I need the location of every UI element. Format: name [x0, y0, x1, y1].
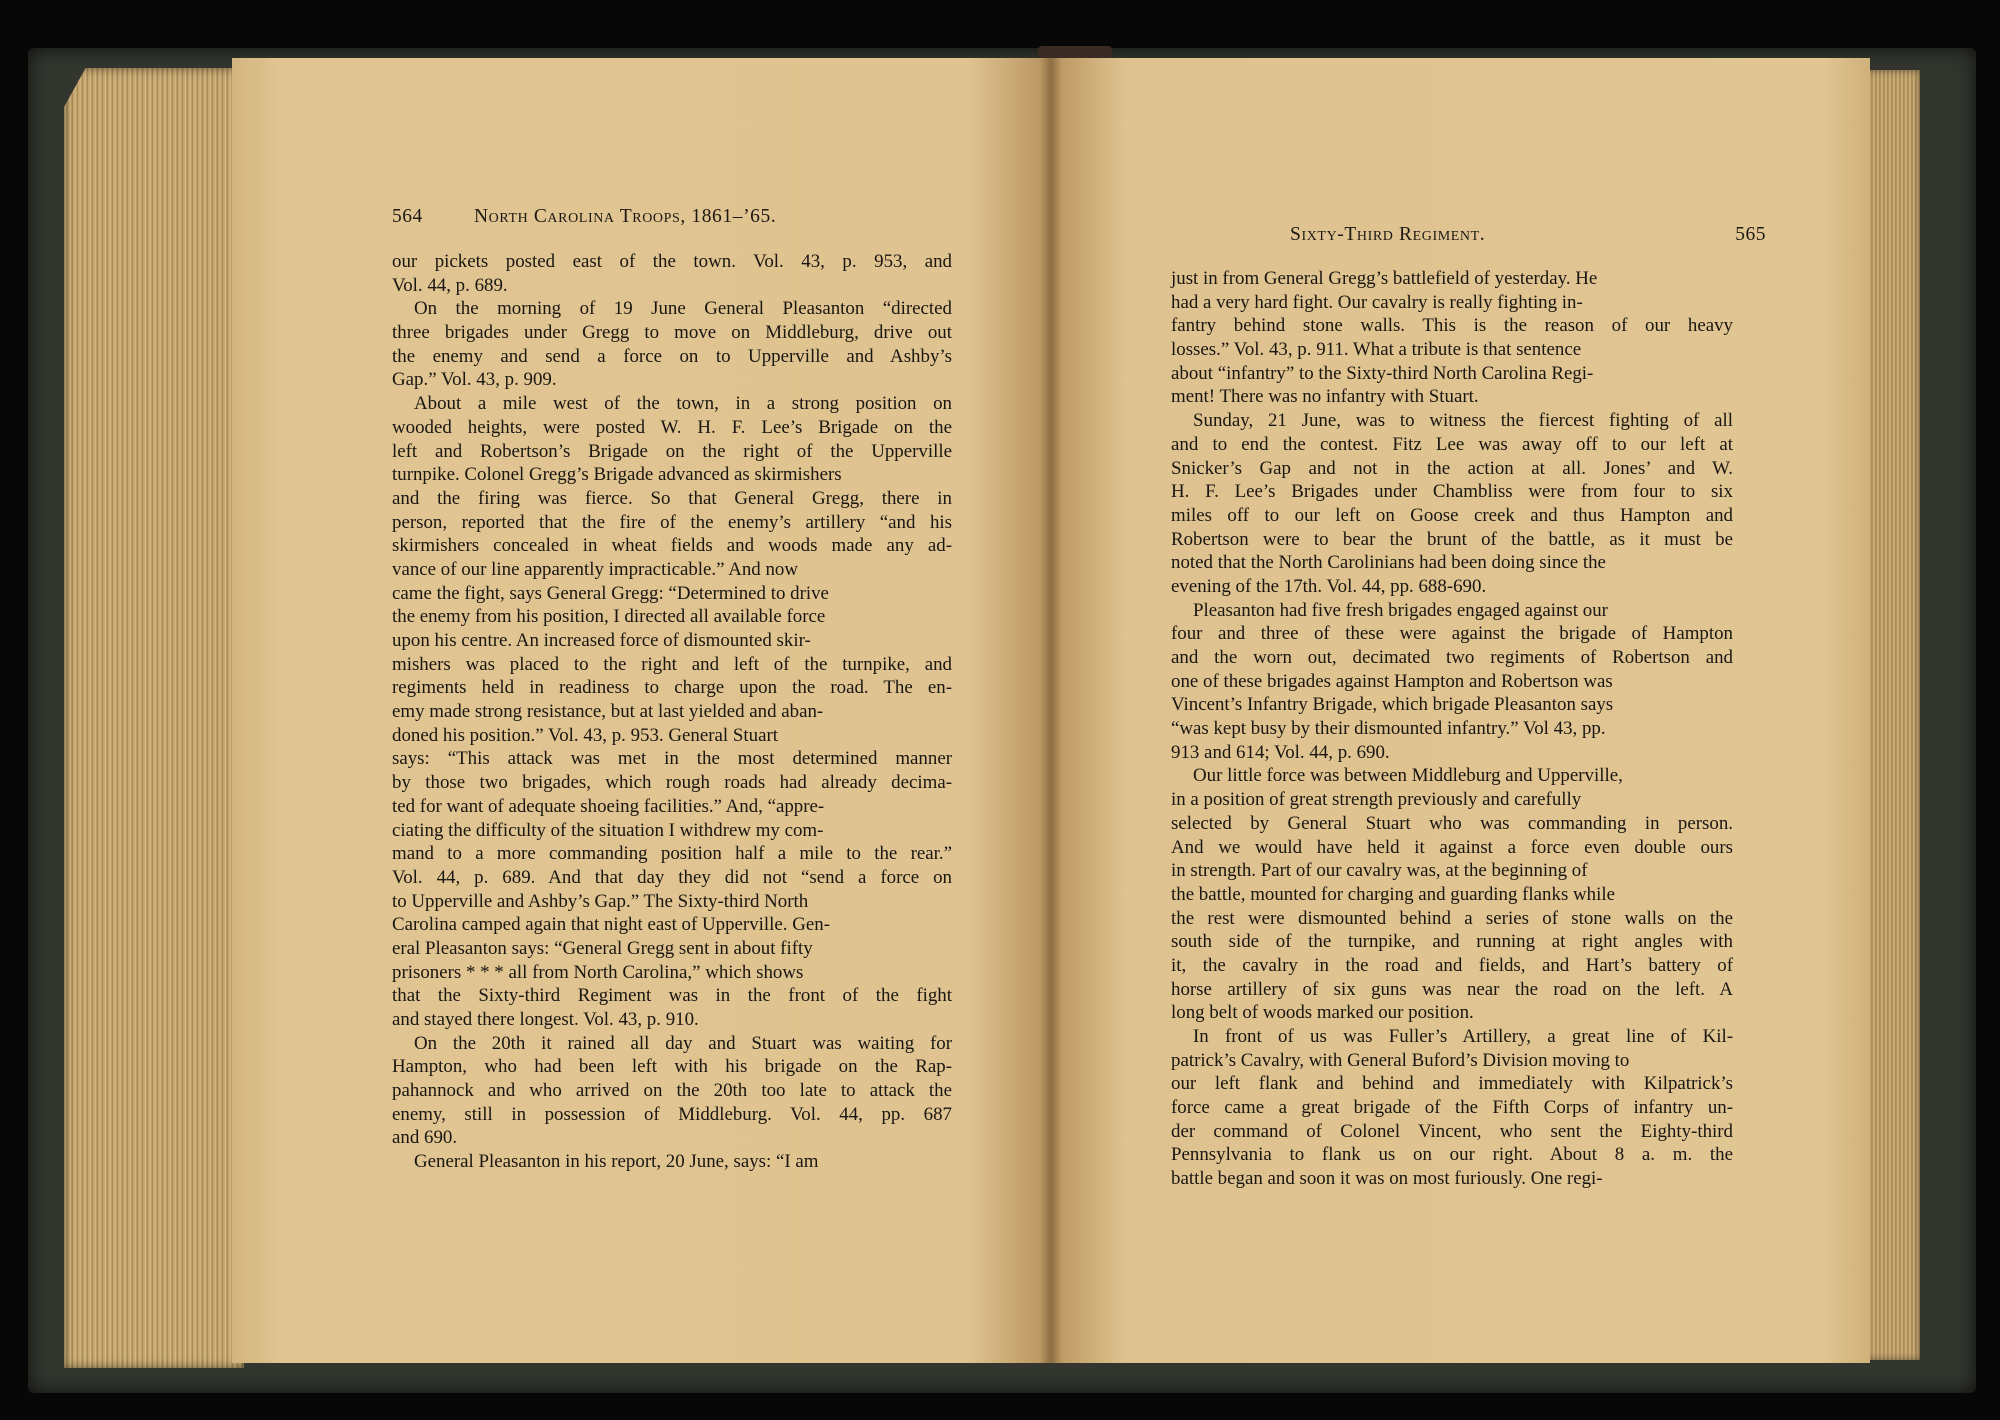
text-line: left and Robertson’s Brigade on the right of the Upperville	[392, 440, 952, 462]
text-line: vance of our line apparently impracticable.” And now	[392, 558, 798, 580]
text-line: Vol. 44, p. 689. And that day they did not “send a force on	[392, 866, 952, 888]
text-line: “was kept busy by their dismounted infantry.” Vol 43, pp.	[1171, 718, 1606, 740]
text-line: our left flank and behind and immediately with Kilpatrick’s	[1171, 1073, 1733, 1095]
text-line: enemy, still in possession of Middleburg. Vol. 44, pp. 687	[392, 1103, 952, 1125]
text-line: one of these brigades against Hampton and Robertson was	[1171, 670, 1613, 692]
right-page-number: 565	[1735, 224, 1766, 245]
text-line: it, the cavalry in the road and fields, and Hart’s battery of	[1171, 954, 1733, 976]
right-running-title: Sixty-Third Regiment.	[1290, 224, 1486, 245]
text-line: Carolina camped again that night east of Upperville. Gen-	[392, 914, 831, 936]
text-line: south side of the turnpike, and running at right angles with	[1171, 931, 1733, 953]
book-gutter	[1040, 58, 1062, 1363]
text-line: Pennsylvania to flank us on our right. About 8 a. m. the	[1171, 1144, 1733, 1166]
text-line: and the worn out, decimated two regiments of Robertson and	[1171, 647, 1733, 668]
text-line: our pickets posted east of the town. Vol. 43, p. 953, and	[392, 251, 952, 272]
text-line: skirmishers concealed in wheat fields and woods made any ad-	[392, 535, 952, 557]
text-line: force came a great brigade of the Fifth Corps of infantry un-	[1171, 1097, 1733, 1119]
text-line: H. F. Lee’s Brigades under Chambliss were from four to six	[1171, 481, 1733, 503]
left-running-title: North Carolina Troops, 1861–’65.	[474, 206, 777, 227]
text-line: about “infantry” to the Sixty-third North Carolina Regi-	[1171, 362, 1594, 384]
text-line: regiments held in readiness to charge upon the road. The en-	[392, 677, 952, 699]
text-line: doned his position.” Vol. 43, p. 953. General Stuart	[392, 724, 779, 746]
text-line: Vol. 44, p. 689.	[392, 274, 508, 296]
text-line: pahannock and who arrived on the 20th too late to attack the	[392, 1080, 952, 1102]
text-line: patrick’s Cavalry, with General Buford’s Division moving to	[1171, 1049, 1630, 1071]
text-line: says: “This attack was met in the most determined manner	[392, 748, 952, 770]
text-line: 913 and 614; Vol. 44, p. 690.	[1171, 741, 1390, 763]
text-line: fantry behind stone walls. This is the reason of our heavy	[1171, 315, 1733, 337]
text-line: prisoners * * * all from North Carolina,” which shows	[392, 961, 804, 983]
text-line: that the Sixty-third Regiment was in the front of the fight	[392, 985, 952, 1007]
left-running-head	[392, 206, 912, 228]
text-line: On the morning of 19 June General Pleasanton “directed	[414, 298, 952, 320]
text-line: upon his centre. An increased force of dismounted skir-	[392, 630, 811, 651]
text-line: and to end the contest. Fitz Lee was away off to our left at	[1171, 433, 1733, 455]
left-page	[232, 58, 1050, 1363]
text-line: mand to a more commanding position half a mile to the rear.”	[392, 843, 952, 865]
right-page	[1050, 58, 1870, 1363]
text-line: turnpike. Colonel Gregg’s Brigade advanced as skirmishers	[392, 464, 842, 486]
right-body-text	[1171, 267, 1733, 1191]
text-line: in a position of great strength previously and carefully	[1171, 789, 1582, 811]
text-line: miles off to our left on Goose creek and thus Hampton and	[1171, 504, 1733, 526]
text-line: noted that the North Carolinians had been doing since the	[1171, 552, 1606, 574]
left-page-edges	[64, 68, 244, 1368]
text-line: ciating the difficulty of the situation I withdrew my com-	[392, 819, 824, 841]
text-line: Vincent’s Infantry Brigade, which brigade Pleasanton says	[1171, 694, 1614, 716]
text-line: der command of Colonel Vincent, who sent the Eighty-third	[1171, 1120, 1733, 1142]
text-line: four and three of these were against the brigade of Hampton	[1171, 623, 1733, 645]
text-line: the rest were dismounted behind a series of stone walls on the	[1171, 907, 1733, 929]
text-line: by those two brigades, which rough roads had already decima-	[392, 772, 952, 794]
text-line: the battle, mounted for charging and guarding flanks while	[1171, 883, 1615, 905]
text-line: Hampton, who had been left with his brigade on the Rap-	[392, 1056, 952, 1078]
text-line: Our little force was between Middleburg and Upperville,	[1193, 765, 1623, 787]
text-line: mishers was placed to the right and left of the turnpike, and	[392, 653, 952, 675]
text-line: Snicker’s Gap and not in the action at all. Jones’ and W.	[1171, 457, 1733, 479]
text-line: had a very hard fight. Our cavalry is really fighting in-	[1171, 291, 1583, 313]
text-line: eral Pleasanton says: “General Gregg sent in about fifty	[392, 937, 813, 959]
text-line: and stayed there longest. Vol. 43, p. 910.	[392, 1009, 699, 1030]
text-line: selected by General Stuart who was commanding in person.	[1171, 812, 1733, 834]
text-line: Gap.” Vol. 43, p. 909.	[392, 369, 557, 391]
text-line: came the fight, says General Gregg: “Determined to drive	[392, 582, 829, 604]
text-line: long belt of woods marked our position.	[1171, 1002, 1474, 1024]
right-page-edges	[1862, 70, 1920, 1360]
text-line: losses.” Vol. 43, p. 911. What a tribute is that sentence	[1171, 339, 1582, 361]
text-line: ment! There was no infantry with Stuart.	[1171, 386, 1479, 408]
text-line: ted for want of adequate shoeing facilities.” And, “appre-	[392, 795, 825, 817]
text-line: emy made strong resistance, but at last yielded and aban-	[392, 701, 824, 723]
text-line: three brigades under Gregg to move on Middleburg, drive out	[392, 322, 952, 344]
text-line: person, reported that the fire of the enemy’s artillery “and his	[392, 511, 952, 533]
text-line: evening of the 17th. Vol. 44, pp. 688-690.	[1171, 575, 1487, 597]
text-line: And we would have held it against a force even double ours	[1171, 836, 1733, 858]
text-line: the enemy and send a force on to Upperville and Ashby’s	[392, 345, 952, 367]
text-line: wooded heights, were posted W. H. F. Lee’s Brigade on the	[392, 416, 952, 438]
text-line: just in from General Gregg’s battlefield of yesterday. He	[1171, 268, 1598, 289]
text-line: Pleasanton had five fresh brigades engaged against our	[1193, 599, 1608, 621]
text-line: horse artillery of six guns was near the road on the left. A	[1171, 978, 1733, 1000]
text-line: and 690.	[392, 1127, 458, 1149]
text-line: Sunday, 21 June, was to witness the fiercest fighting of all	[1193, 410, 1733, 432]
text-line: battle began and soon it was on most furiously. One regi-	[1171, 1168, 1603, 1190]
text-line: and the firing was fierce. So that General Gregg, there in	[392, 487, 952, 509]
text-line: the enemy from his position, I directed all available force	[392, 606, 826, 628]
text-line: Robertson were to bear the brunt of the battle, as it must be	[1171, 528, 1733, 550]
text-line: General Pleasanton in his report, 20 June, says: “I am	[414, 1151, 819, 1173]
text-line: to Upperville and Ashby’s Gap.” The Sixty-third North	[392, 890, 809, 912]
left-body-text	[392, 250, 952, 1174]
text-line: On the 20th it rained all day and Stuart was waiting for	[414, 1032, 952, 1054]
text-line: in strength. Part of our cavalry was, at the beginning of	[1171, 860, 1588, 882]
text-line: About a mile west of the town, in a strong position on	[414, 393, 952, 415]
right-running-head	[1290, 224, 1766, 246]
text-line: In front of us was Fuller’s Artillery, a great line of Kil-	[1193, 1026, 1733, 1047]
left-page-number: 564	[392, 206, 423, 227]
